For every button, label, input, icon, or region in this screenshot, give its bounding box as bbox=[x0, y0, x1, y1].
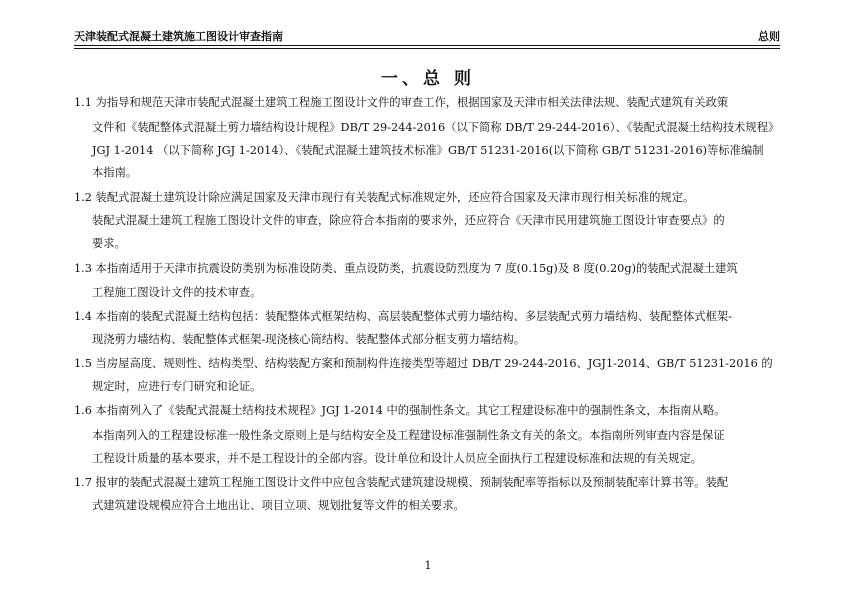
para-1-6-line-1: 1.6 本指南列入了《装配式混凝土结构技术规程》JGJ 1-2014 中的强制性条文。其它工程建设标准中的强制性条文，本指南从略。 bbox=[74, 404, 726, 417]
para-1-4-line-1: 1.4 本指南的装配式混凝土结构包括：装配整体式框架结构、高层装配整体式剪力墙结构、多层装配式剪力墙结构、装配整体式框架- bbox=[74, 310, 733, 323]
para-1-5-line-2: 规定时，应进行专门研究和论证。 bbox=[92, 380, 262, 393]
section-title: 一、总 则 bbox=[381, 69, 475, 89]
para-1-3-line-2: 工程施工图设计文件的技术审查。 bbox=[92, 286, 262, 299]
para-1-2-line-1: 1.2 装配式混凝土建筑设计除应满足国家及天津市现行有关装配式标准规定外，还应符合国家及天津市现行相关标准的规定。 bbox=[74, 191, 695, 204]
para-1-1-line-1: 1.1 为指导和规范天津市装配式混凝土建筑工程施工图设计文件的审查工作，根据国家及天津市相关法律法规、装配式建筑有关政策 bbox=[74, 96, 729, 109]
para-1-1-line-3: JGJ 1-2014 （以下简称 JGJ 1-2014）、《装配式混凝土建筑技术标准》GB/T 51231-2016(以下简称 GB/T 51231-2016)等标准编制 bbox=[92, 144, 764, 157]
para-1-1-line-4: 本指南。 bbox=[92, 166, 138, 179]
para-1-5-line-1: 1.5 当房屋高度、规则性、结构类型、结构装配方案和预制构件连接类型等超过 DB/T 29-244-2016、JGJ1-2014、GB/T 51231-2016 的 bbox=[74, 357, 773, 370]
running-header bbox=[74, 26, 780, 46]
header-chapter-title: 总则 bbox=[758, 30, 780, 43]
para-1-7-line-2: 式建筑建设规模应符合土地出让、项目立项、规划批复等文件的相关要求。 bbox=[92, 499, 465, 512]
para-1-6-line-3: 工程设计质量的基本要求，并不是工程设计的全部内容。设计单位和设计人员应全面执行工程建设标准和法规的有关规定。 bbox=[92, 452, 703, 465]
para-1-6-line-2: 本指南列入的工程建设标准一般性条文原则上是与结构安全及工程建设标准强制性条文有关的条文。本指南所列审查内容是保证 bbox=[92, 429, 725, 442]
para-1-2-line-2: 装配式混凝土建筑工程施工图设计文件的审查，除应符合本指南的要求外，还应符合《天津市民用建筑施工图设计审查要点》的 bbox=[92, 214, 725, 227]
page-number: 1 bbox=[424, 559, 432, 572]
para-1-7-line-1: 1.7 报审的装配式混凝土建筑工程施工图设计文件中应包含装配式建筑建设规模、预制装配率等指标以及预制装配率计算书等。装配 bbox=[74, 476, 729, 489]
header-divider bbox=[74, 48, 780, 49]
para-1-1-line-2: 文件和《装配整体式混凝土剪力墙结构设计规程》DB/T 29-244-2016（以下简称 DB/T 29-244-2016）、《装配式混凝土结构技术规程》 bbox=[92, 121, 780, 134]
para-1-3-line-1: 1.3 本指南适用于天津市抗震设防类别为标准设防类、重点设防类，抗震设防烈度为 7 度(0.15g)及 8 度(0.20g)的装配式混凝土建筑 bbox=[74, 262, 738, 275]
para-1-2-line-3: 要求。 bbox=[92, 237, 126, 250]
header-document-title: 天津装配式混凝土建筑施工图设计审查指南 bbox=[74, 30, 283, 43]
para-1-4-line-2: 现浇剪力墙结构、装配整体式框架-现浇核心筒结构、装配整体式部分框支剪力墙结构。 bbox=[92, 333, 526, 346]
